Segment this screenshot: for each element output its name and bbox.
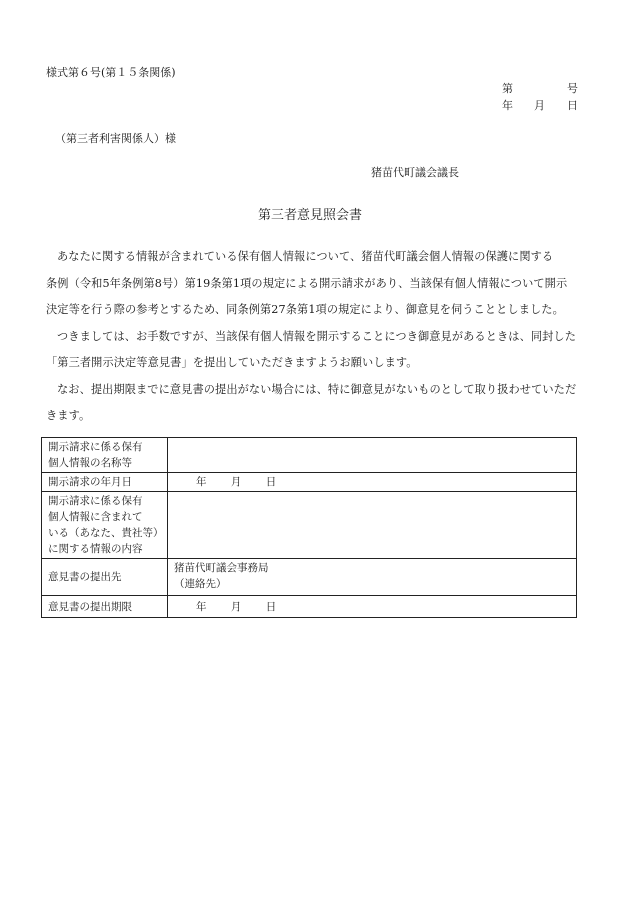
document-number-prefix: 第 xyxy=(502,82,513,95)
request-info-table xyxy=(41,437,577,618)
body-paragraph-2 xyxy=(46,324,580,377)
label-line: 開示請求に係る保有 xyxy=(48,495,143,507)
table-row xyxy=(42,473,577,492)
date-day: 日 xyxy=(567,99,578,112)
body-line: あなたに関する情報が含まれている保有個人情報について、猪苗代町議会個人情報の保護に関する xyxy=(57,250,554,263)
addressee: （第三者利害関係人）様 xyxy=(55,132,176,145)
table-row xyxy=(42,596,577,618)
date-year: 年 xyxy=(502,99,513,112)
body-paragraph-3 xyxy=(46,377,580,430)
body-line: 決定等を行う際の参考とするため、同条例第27条第1項の規定により、御意見を伺うこととしました。 xyxy=(46,303,564,316)
table-label-cell: 意見書の提出期限 xyxy=(42,596,168,618)
document-number-suffix: 号 xyxy=(567,82,578,95)
deadline-year: 年 xyxy=(196,600,207,613)
label-line: いる（あなた、貴社等） xyxy=(48,527,164,539)
body-paragraph-1 xyxy=(46,244,580,324)
destination-contact: （連絡先） xyxy=(174,578,227,590)
date-month: 月 xyxy=(534,99,545,112)
label-line: 個人情報に含まれて xyxy=(48,511,143,523)
table-label-cell xyxy=(42,492,168,559)
sender: 猪苗代町議会議長 xyxy=(371,166,459,179)
info-name-value-cell[interactable] xyxy=(168,438,577,473)
body-line: きます。 xyxy=(46,409,91,422)
label-line: に関する情報の内容 xyxy=(48,543,143,555)
body-line: なお、提出期限までに意見書の提出がない場合には、特に御意見がないものとして取り扱わせていただ xyxy=(57,382,577,396)
submission-deadline-cell[interactable] xyxy=(168,596,577,618)
request-date-day: 日 xyxy=(265,476,277,488)
deadline-day: 日 xyxy=(265,600,277,613)
submission-destination-cell xyxy=(168,559,577,596)
body-line: つきましては、お手数ですが、当該保有個人情報を開示することにつき御意見があるときは、同封した xyxy=(57,329,577,343)
request-date-cell[interactable] xyxy=(168,473,577,492)
label-line: 個人情報の名称等 xyxy=(48,457,132,469)
document-title: 第三者意見照会書 xyxy=(258,208,363,223)
table-row xyxy=(42,492,577,559)
request-date-month: 月 xyxy=(230,476,242,488)
table-row xyxy=(42,438,577,473)
request-date-year: 年 xyxy=(196,476,207,488)
table-label-cell: 意見書の提出先 xyxy=(42,559,168,596)
table-label-cell: 開示請求の年月日 xyxy=(42,473,168,492)
body-line: 「第三者開示決定等意見書」を提出していただきますようお願いします。 xyxy=(46,356,418,369)
table-row xyxy=(42,559,577,596)
body-line: 条例（令和5年条例第8号）第19条第1項の規定による開示請求があり、当該保有個人情報について開示 xyxy=(46,276,568,290)
info-content-value-cell[interactable] xyxy=(168,492,577,559)
table-label-cell xyxy=(42,438,168,473)
destination-office: 猪苗代町議会事務局 xyxy=(174,562,269,574)
deadline-month: 月 xyxy=(230,600,242,613)
label-line: 開示請求に係る保有 xyxy=(48,441,143,453)
form-number: 様式第６号(第１５条関係) xyxy=(46,66,176,79)
